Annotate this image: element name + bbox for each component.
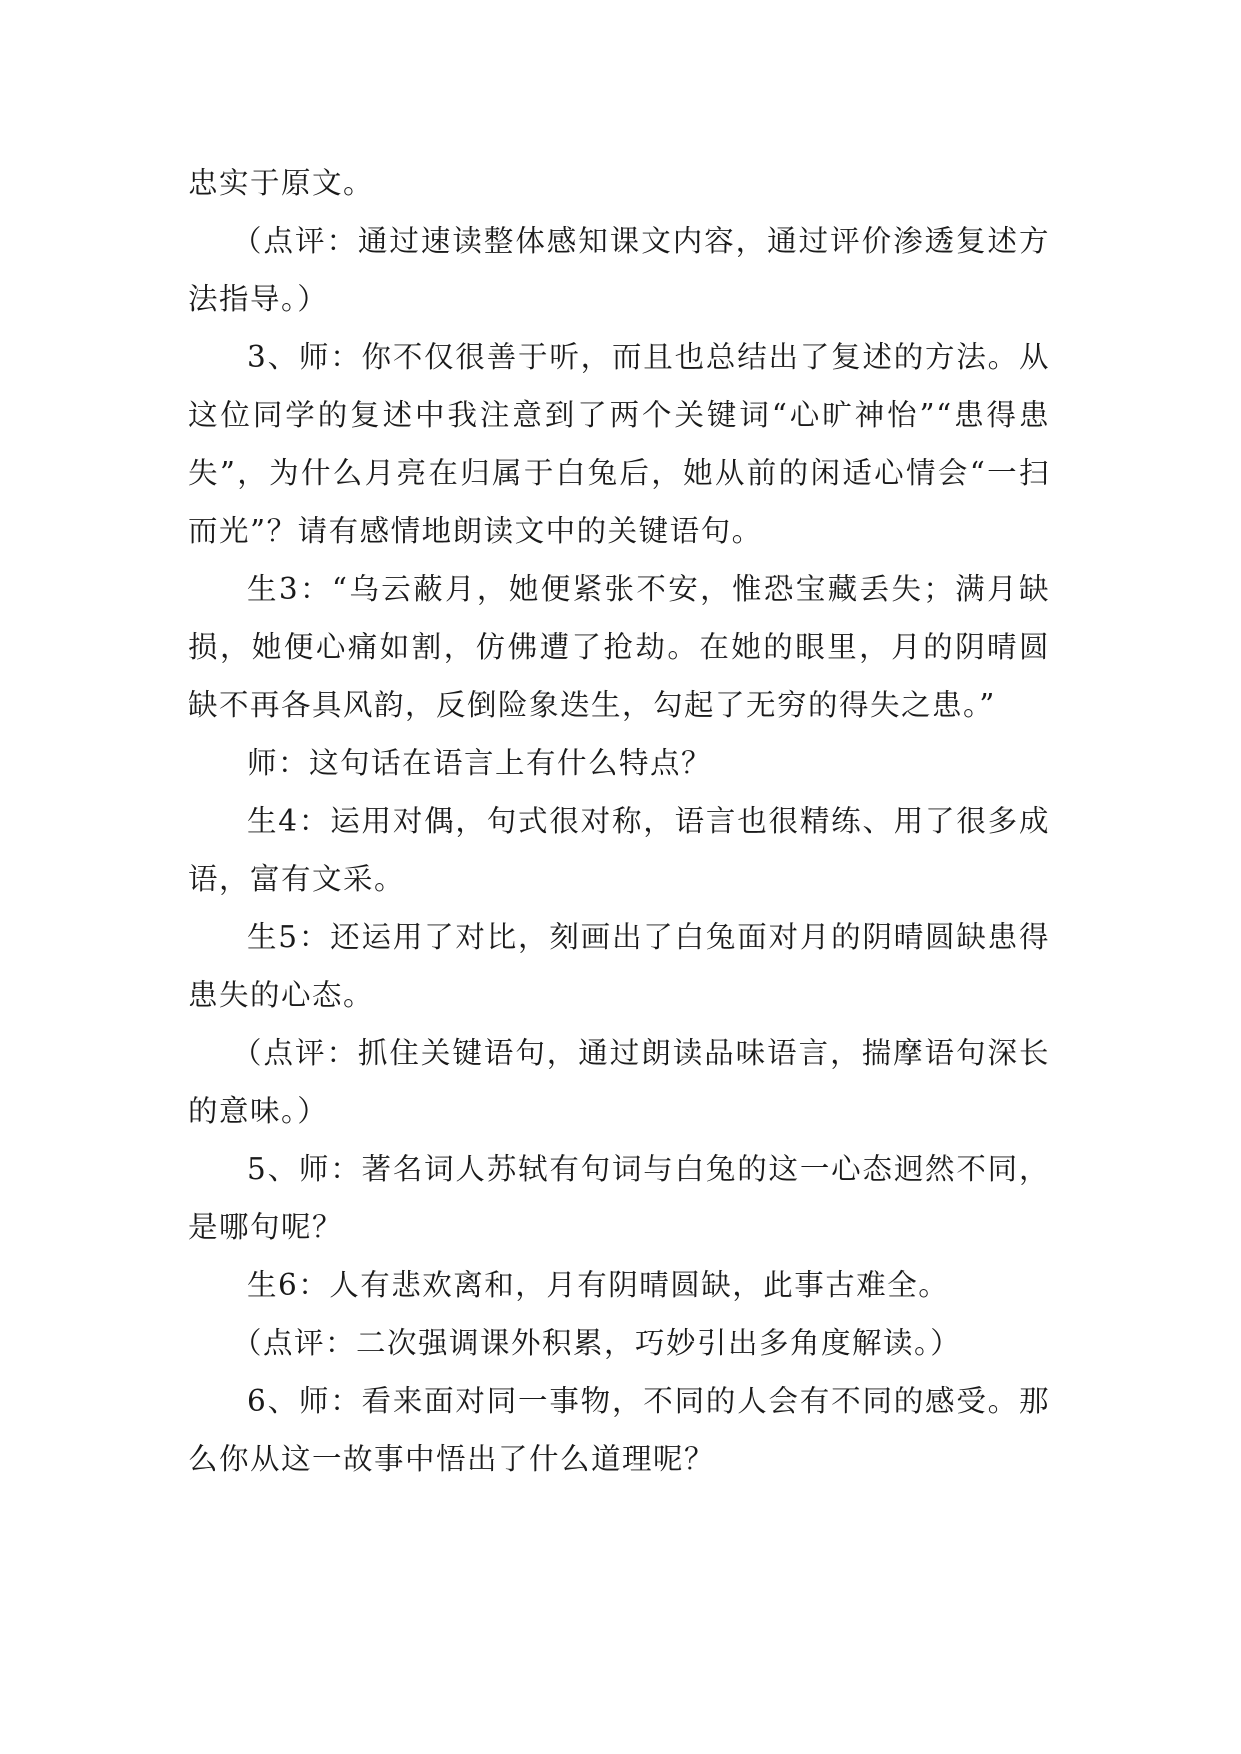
paragraph-comment: （点评：抓住关键语句，通过朗读品味语言，揣摩语句深长的意味。） xyxy=(188,1036,1050,1128)
paragraph-teacher: 5、师：著名词人苏轼有句词与白兔的这一心态迥然不同，是哪句呢？ xyxy=(188,1152,1050,1244)
paragraph-teacher: 6、师：看来面对同一事物，不同的人会有不同的感受。那么你从这一故事中悟出了什么道理呢？ xyxy=(188,1384,1050,1476)
paragraph-teacher: 3、师：你不仅很善于听，而且也总结出了复述的方法。从这位同学的复述中我注意到了两个关键词“心旷神怡”“患得患失”，为什么月亮在归属于白兔后，她从前的闲适心情会“一扫而光”？请有感情地朗读文中的关键语句。 xyxy=(188,340,1050,548)
paragraph-student: 生3：“乌云蔽月，她便紧张不安，惟恐宝藏丢失；满月缺损，她便心痛如割，仿佛遭了抢劫。在她的眼里，月的阴晴圆缺不再各具风韵，反倒险象迭生，勾起了无穷的得失之患。” xyxy=(188,572,1050,722)
paragraph-comment: （点评：通过速读整体感知课文内容，通过评价渗透复述方法指导。） xyxy=(188,224,1050,316)
paragraph-student: 生6：人有悲欢离和，月有阴晴圆缺，此事古难全。 xyxy=(247,1268,950,1302)
paragraph-student: 生5：还运用了对比，刻画出了白兔面对月的阴晴圆缺患得患失的心态。 xyxy=(188,920,1050,1012)
paragraph-student: 生4：运用对偶，句式很对称，语言也很精练、用了很多成语，富有文采。 xyxy=(188,804,1050,896)
document-body xyxy=(188,154,1050,1488)
paragraph-comment: （点评：二次强调课外积累，巧妙引出多角度解读。） xyxy=(232,1326,962,1360)
paragraph-teacher: 师：这句话在语言上有什么特点？ xyxy=(247,746,713,780)
paragraph-continuation: 忠实于原文。 xyxy=(188,166,375,200)
